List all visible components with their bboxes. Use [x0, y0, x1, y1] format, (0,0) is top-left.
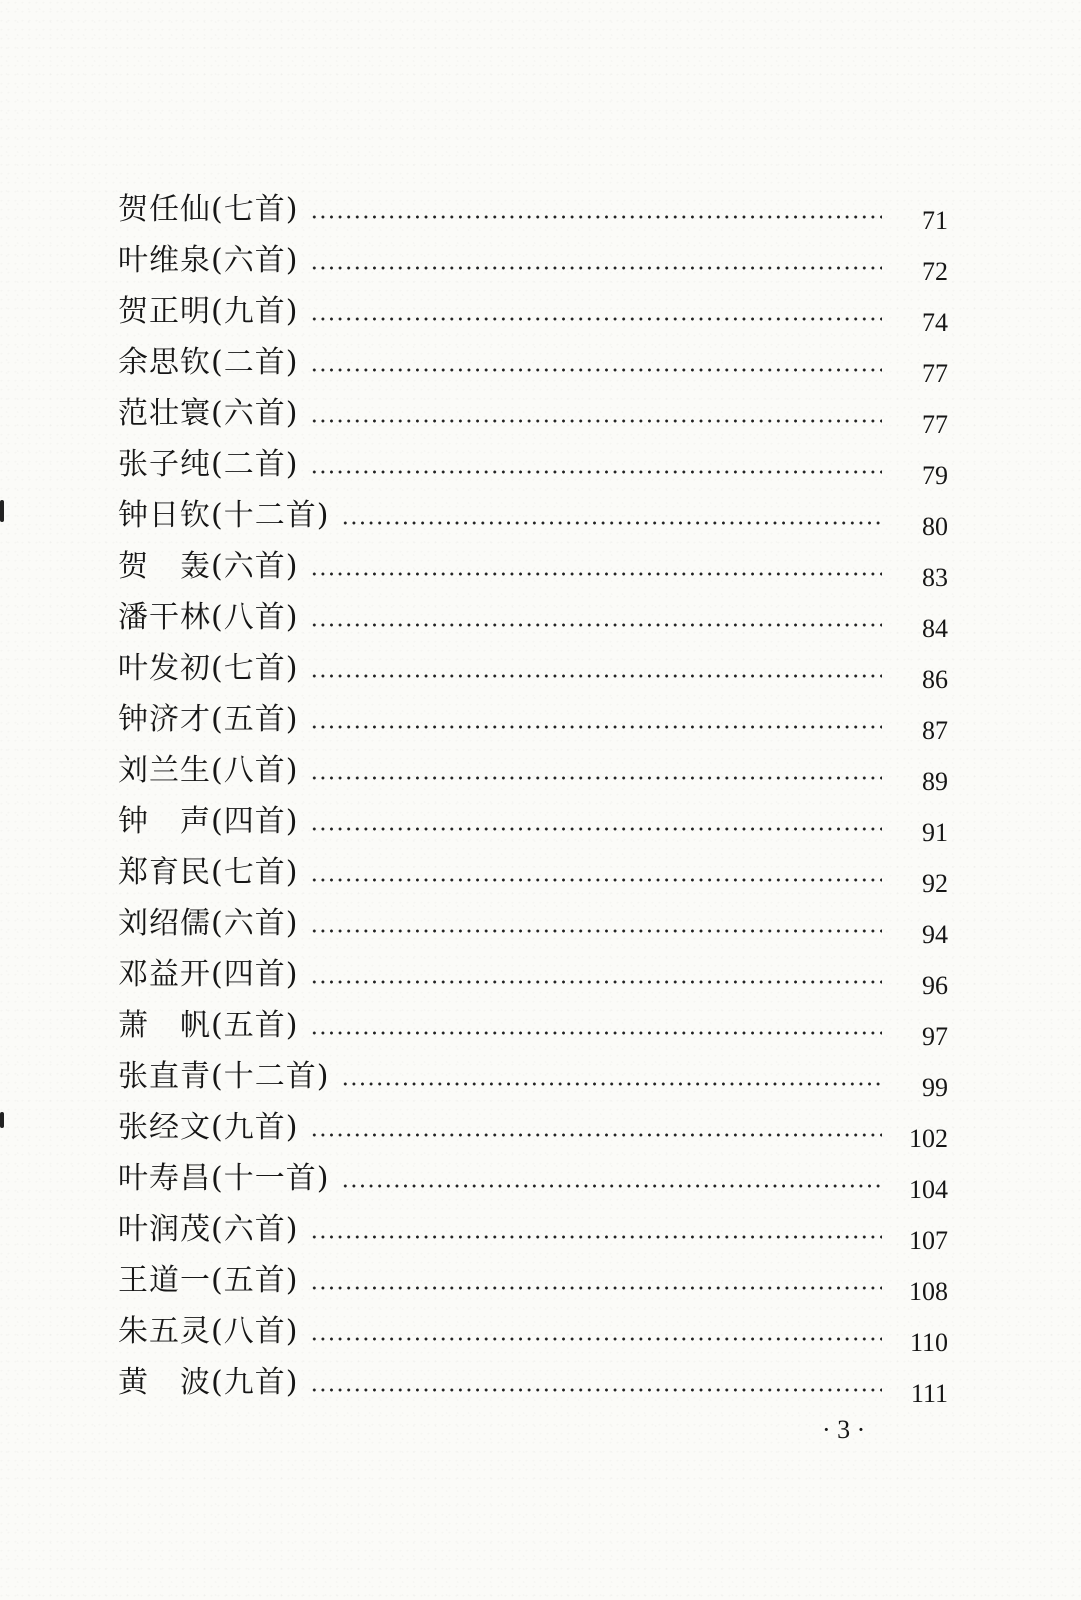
toc-entry-title: 贺正明(九首)	[118, 294, 299, 329]
toc-entry-title: 王道一(五首)	[118, 1263, 299, 1298]
toc-entry-page: 74	[922, 308, 948, 337]
toc-entry-title: 叶维泉(六首)	[118, 243, 299, 278]
toc-entry-title: 朱五灵(八首)	[118, 1314, 299, 1349]
scan-edge-mark	[0, 1112, 4, 1128]
dot-leader	[310, 1261, 882, 1301]
toc-entry-page: 87	[922, 716, 948, 745]
dot-leader	[310, 598, 882, 638]
toc-entry-page: 83	[922, 563, 948, 592]
toc-entry	[118, 547, 948, 598]
toc-entry-title: 张子纯(二首)	[118, 447, 299, 482]
toc-entry-title: 郑育民(七首)	[118, 855, 299, 890]
toc-entry	[118, 955, 948, 1006]
toc-entry-title: 潘干林(八首)	[118, 600, 299, 635]
toc-entry-title: 刘绍儒(六首)	[118, 906, 299, 941]
toc-entry	[118, 1006, 948, 1057]
toc-entry	[118, 1312, 948, 1363]
toc-entry-page: 104	[909, 1175, 948, 1204]
toc-entry-page: 99	[922, 1073, 948, 1102]
toc-entry-page: 110	[909, 1328, 948, 1357]
dot-leader	[310, 853, 882, 893]
toc-entry-page: 79	[922, 461, 948, 490]
toc-entry	[118, 1261, 948, 1312]
toc-entry-title: 黄 波(九首)	[118, 1365, 299, 1400]
toc-entry-page: 86	[922, 665, 948, 694]
toc-entry-page: 89	[922, 767, 948, 796]
toc-entry-title: 萧 帆(五首)	[118, 1008, 299, 1043]
toc-entry-title: 张直青(十二首)	[118, 1059, 330, 1094]
dot-leader	[310, 649, 882, 689]
dot-leader	[310, 343, 882, 383]
toc-entry	[118, 190, 948, 241]
toc-entry-title: 钟济才(五首)	[118, 702, 299, 737]
toc-entry	[118, 1363, 948, 1414]
toc-entry-page: 102	[909, 1124, 948, 1153]
toc-entry-title: 钟 声(四首)	[118, 804, 299, 839]
table-of-contents	[118, 190, 948, 1414]
dot-leader	[310, 751, 882, 791]
toc-entry-title: 钟日钦(十二首)	[118, 498, 330, 533]
toc-entry	[118, 496, 948, 547]
dot-leader	[310, 394, 882, 434]
toc-entry	[118, 1108, 948, 1159]
toc-entry	[118, 751, 948, 802]
dot-leader	[310, 1210, 882, 1250]
page-number: · 3 ·	[822, 1415, 866, 1444]
dot-leader	[310, 1363, 882, 1403]
toc-entry-title: 张经文(九首)	[118, 1110, 299, 1145]
dot-leader	[310, 547, 882, 587]
toc-entry-title: 叶润茂(六首)	[118, 1212, 299, 1247]
toc-entry	[118, 853, 948, 904]
toc-entry-page: 111	[910, 1379, 948, 1408]
toc-entry-page: 91	[922, 818, 948, 847]
toc-entry-page: 80	[922, 512, 948, 541]
toc-entry	[118, 598, 948, 649]
toc-entry	[118, 904, 948, 955]
toc-entry	[118, 445, 948, 496]
dot-leader	[341, 1159, 882, 1199]
dot-leader	[341, 496, 882, 536]
dot-leader	[341, 1057, 882, 1097]
toc-entry-page: 77	[922, 359, 948, 388]
toc-entry-title: 叶寿昌(十一首)	[118, 1161, 330, 1196]
dot-leader	[310, 700, 882, 740]
toc-entry	[118, 1159, 948, 1210]
toc-entry	[118, 700, 948, 751]
dot-leader	[310, 1312, 882, 1352]
toc-entry-page: 107	[909, 1226, 948, 1255]
toc-entry-title: 刘兰生(八首)	[118, 753, 299, 788]
dot-leader	[310, 241, 882, 281]
toc-entry-title: 邓益开(四首)	[118, 957, 299, 992]
toc-entry-title: 余思钦(二首)	[118, 345, 299, 380]
toc-entry	[118, 1210, 948, 1261]
toc-entry-page: 84	[922, 614, 948, 643]
dot-leader	[310, 190, 882, 230]
dot-leader	[310, 904, 882, 944]
toc-entry	[118, 1057, 948, 1108]
toc-entry-title: 叶发初(七首)	[118, 651, 299, 686]
toc-entry-page: 72	[922, 257, 948, 286]
toc-entry-page: 92	[922, 869, 948, 898]
toc-entry-page: 97	[922, 1022, 948, 1051]
toc-entry	[118, 343, 948, 394]
toc-entry-page: 71	[922, 206, 948, 235]
toc-entry-title: 贺任仙(七首)	[118, 192, 299, 227]
toc-entry	[118, 802, 948, 853]
toc-entry	[118, 394, 948, 445]
toc-entry	[118, 241, 948, 292]
toc-entry	[118, 292, 948, 343]
toc-entry-title: 贺 轰(六首)	[118, 549, 299, 584]
toc-entry-page: 77	[922, 410, 948, 439]
scan-edge-mark	[0, 500, 4, 522]
dot-leader	[310, 802, 882, 842]
toc-entry-page: 94	[922, 920, 948, 949]
toc-entry-page: 96	[922, 971, 948, 1000]
dot-leader	[310, 1108, 882, 1148]
dot-leader	[310, 1006, 882, 1046]
dot-leader	[310, 955, 882, 995]
toc-entry-title: 范壮寰(六首)	[118, 396, 299, 431]
toc-entry-page: 108	[909, 1277, 948, 1306]
dot-leader	[310, 445, 882, 485]
toc-entry	[118, 649, 948, 700]
dot-leader	[310, 292, 882, 332]
